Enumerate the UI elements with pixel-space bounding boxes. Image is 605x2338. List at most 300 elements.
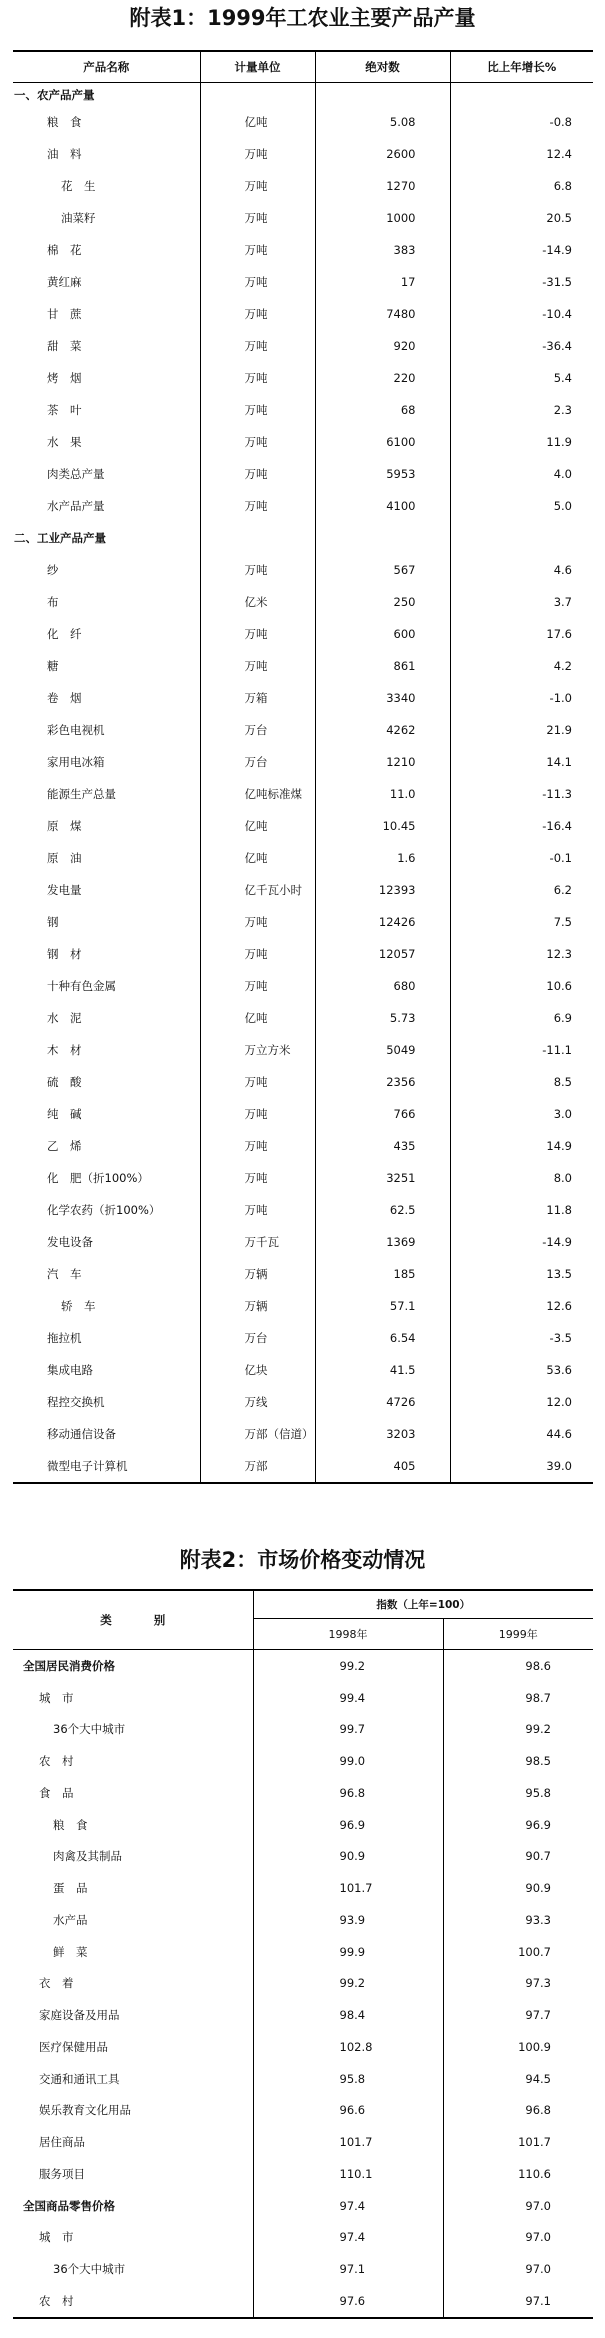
unit-cell: 万吨 [200, 458, 315, 490]
table-row [13, 2095, 593, 2127]
growth-cell: 44.6 [450, 1418, 593, 1450]
unit-cell: 万辆 [200, 1290, 315, 1322]
unit-cell: 万吨 [200, 906, 315, 938]
product-name-cell: 十种有色金属 [47, 979, 116, 993]
index-1999-cell: 93.3 [443, 1904, 593, 1936]
unit-cell: 亿吨 [200, 842, 315, 874]
column-header-category [13, 1590, 253, 1650]
index-1998-cell: 90.9 [253, 1841, 443, 1873]
table-row [13, 2158, 593, 2190]
table-row [13, 746, 593, 778]
table-row [13, 106, 593, 138]
category-cell: 36个大中城市 [53, 2262, 126, 2277]
table-row [13, 170, 593, 202]
unit-cell: 万台 [200, 1322, 315, 1354]
price-index-table [13, 1589, 593, 2319]
growth-cell: 12.4 [450, 138, 593, 170]
product-name-cell: 木 材 [47, 1043, 82, 1057]
product-name-cell: 粮 食 [47, 115, 82, 129]
category-cell: 水产品 [53, 1912, 88, 1927]
unit-cell: 万千瓦 [200, 1226, 315, 1258]
growth-cell: 13.5 [450, 1258, 593, 1290]
table-row [13, 234, 593, 266]
index-1998-cell: 97.6 [253, 2285, 443, 2318]
product-name-cell: 甜 菜 [47, 339, 82, 353]
growth-cell: 12.3 [450, 938, 593, 970]
product-name-cell: 布 [47, 595, 59, 609]
table-row [13, 714, 593, 746]
table-row [13, 970, 593, 1002]
growth-cell: 10.6 [450, 970, 593, 1002]
product-name-cell: 汽 车 [47, 1267, 82, 1281]
category-cell: 娱乐教育文化用品 [39, 2103, 131, 2118]
index-1999-cell: 97.7 [443, 1999, 593, 2031]
product-name-cell: 拖拉机 [47, 1331, 82, 1345]
category-header-char-1: 类 [100, 1613, 112, 1627]
growth-cell: -14.9 [450, 234, 593, 266]
value-cell: 57.1 [315, 1290, 450, 1322]
unit-cell: 万吨 [200, 138, 315, 170]
product-name-cell: 能源生产总量 [47, 787, 116, 801]
column-header-1998: 1998年 [253, 1619, 443, 1650]
value-cell: 68 [315, 394, 450, 426]
section-row [13, 83, 593, 107]
unit-cell: 万线 [200, 1386, 315, 1418]
growth-cell: 4.2 [450, 650, 593, 682]
category-cell: 农 村 [39, 1754, 74, 1769]
value-cell: 3251 [315, 1162, 450, 1194]
product-name-cell: 家用电冰箱 [47, 755, 105, 769]
unit-cell: 万吨 [200, 490, 315, 522]
product-name-cell: 二、工业产品产量 [14, 531, 106, 545]
product-name-cell: 移动通信设备 [47, 1427, 116, 1441]
index-1998-cell: 99.0 [253, 1745, 443, 1777]
product-name-cell: 糖 [47, 659, 59, 673]
table-row [13, 1872, 593, 1904]
table-row [13, 1841, 593, 1873]
table-row [13, 842, 593, 874]
product-name-cell: 甘 蔗 [47, 307, 82, 321]
product-name-cell: 集成电路 [47, 1363, 93, 1377]
table-row [13, 298, 593, 330]
product-name-cell: 硫 酸 [47, 1075, 82, 1089]
unit-cell: 万吨 [200, 170, 315, 202]
growth-cell: 4.0 [450, 458, 593, 490]
table-row [13, 1450, 593, 1483]
growth-cell: -36.4 [450, 330, 593, 362]
category-cell: 城 市 [39, 2230, 74, 2245]
column-header-1999: 1999年 [443, 1619, 593, 1650]
value-cell: 1210 [315, 746, 450, 778]
category-cell: 交通和通讯工具 [39, 2071, 120, 2086]
value-cell: 62.5 [315, 1194, 450, 1226]
value-cell: 4100 [315, 490, 450, 522]
unit-cell: 万吨 [200, 362, 315, 394]
value-cell: 250 [315, 586, 450, 618]
growth-cell: -1.0 [450, 682, 593, 714]
table-row [13, 1130, 593, 1162]
table-row [13, 906, 593, 938]
growth-cell: -0.1 [450, 842, 593, 874]
product-name-cell: 黄红麻 [47, 275, 82, 289]
unit-cell: 亿吨 [200, 810, 315, 842]
index-1999-cell: 98.7 [443, 1682, 593, 1714]
index-1999-cell: 96.9 [443, 1809, 593, 1841]
product-name-cell: 乙 烯 [47, 1139, 82, 1153]
table-row [13, 1936, 593, 1968]
value-cell: 4726 [315, 1386, 450, 1418]
value-cell: 185 [315, 1258, 450, 1290]
value-cell: 7480 [315, 298, 450, 330]
table-row [13, 202, 593, 234]
index-1998-cell: 99.4 [253, 1682, 443, 1714]
table-header-row [13, 51, 593, 83]
unit-cell: 万吨 [200, 394, 315, 426]
table-row [13, 394, 593, 426]
value-cell: 10.45 [315, 810, 450, 842]
value-cell: 861 [315, 650, 450, 682]
table-row [13, 586, 593, 618]
table-row [13, 2253, 593, 2285]
product-name-cell: 纱 [47, 563, 59, 577]
category-cell: 肉禽及其制品 [53, 1849, 122, 1864]
table-row [13, 1258, 593, 1290]
value-cell: 383 [315, 234, 450, 266]
unit-cell: 万部 [200, 1450, 315, 1483]
value-cell: 680 [315, 970, 450, 1002]
unit-cell: 万箱 [200, 682, 315, 714]
category-cell: 城 市 [39, 1690, 74, 1705]
product-name-cell: 棉 花 [47, 243, 82, 257]
table-row [13, 426, 593, 458]
table-row [13, 1034, 593, 1066]
value-cell: 1369 [315, 1226, 450, 1258]
index-1998-cell: 96.6 [253, 2095, 443, 2127]
index-1999-cell: 97.0 [443, 2190, 593, 2222]
growth-cell: 21.9 [450, 714, 593, 746]
index-1999-cell: 96.8 [443, 2095, 593, 2127]
table-row [13, 266, 593, 298]
table-row [13, 330, 593, 362]
growth-cell: 2.3 [450, 394, 593, 426]
unit-cell: 亿米 [200, 586, 315, 618]
growth-cell: 8.5 [450, 1066, 593, 1098]
table-row [13, 874, 593, 906]
product-name-cell: 卷 烟 [47, 691, 82, 705]
index-1998-cell: 96.8 [253, 1777, 443, 1809]
table-row [13, 618, 593, 650]
table-row [13, 1290, 593, 1322]
table-row [13, 2222, 593, 2254]
table-row [13, 682, 593, 714]
product-name-cell: 水 果 [47, 435, 82, 449]
growth-cell: 14.1 [450, 746, 593, 778]
unit-cell: 亿吨标准煤 [200, 778, 315, 810]
growth-cell [450, 522, 593, 554]
unit-cell: 亿吨 [200, 106, 315, 138]
table-row [13, 1354, 593, 1386]
index-1998-cell: 102.8 [253, 2031, 443, 2063]
table-row [13, 1809, 593, 1841]
product-name-cell: 油 料 [47, 147, 82, 161]
unit-cell [200, 83, 315, 107]
unit-cell: 万吨 [200, 298, 315, 330]
table-row [13, 1682, 593, 1714]
unit-cell: 万部（信道） [200, 1418, 315, 1450]
production-table [13, 50, 593, 1484]
index-1999-cell: 97.0 [443, 2222, 593, 2254]
index-1998-cell: 95.8 [253, 2063, 443, 2095]
growth-cell: 5.0 [450, 490, 593, 522]
unit-cell: 万吨 [200, 1130, 315, 1162]
table1-title: 附表1：1999年工农业主要产品产量 [129, 6, 476, 30]
index-1998-cell: 101.7 [253, 2126, 443, 2158]
value-cell: 600 [315, 618, 450, 650]
product-name-cell: 油菜籽 [61, 211, 96, 225]
value-cell: 12393 [315, 874, 450, 906]
growth-cell: 6.9 [450, 1002, 593, 1034]
product-name-cell: 化学农药（折100%） [47, 1203, 161, 1217]
category-cell: 鲜 菜 [53, 1944, 88, 1959]
product-name-cell: 肉类总产量 [47, 467, 105, 481]
table-row [13, 650, 593, 682]
unit-cell: 万吨 [200, 618, 315, 650]
unit-cell: 万台 [200, 746, 315, 778]
index-1998-cell: 99.2 [253, 1968, 443, 2000]
unit-cell: 万吨 [200, 1066, 315, 1098]
table-row [13, 490, 593, 522]
product-name-cell: 轿 车 [61, 1299, 96, 1313]
column-header-unit: 计量单位 [200, 51, 315, 83]
product-name-cell: 原 煤 [47, 819, 82, 833]
table-row [13, 2190, 593, 2222]
growth-cell: 14.9 [450, 1130, 593, 1162]
value-cell: 6.54 [315, 1322, 450, 1354]
index-1998-cell: 99.7 [253, 1714, 443, 1746]
unit-cell: 万吨 [200, 1194, 315, 1226]
category-cell: 服务项目 [39, 2166, 85, 2181]
category-header-char-2: 别 [153, 1613, 166, 1627]
table-row [13, 1745, 593, 1777]
index-1998-cell: 98.4 [253, 1999, 443, 2031]
growth-cell: -0.8 [450, 106, 593, 138]
table-row [13, 138, 593, 170]
growth-cell: 3.0 [450, 1098, 593, 1130]
unit-cell: 万辆 [200, 1258, 315, 1290]
category-cell: 农 村 [39, 2293, 74, 2308]
product-name-cell: 纯 碱 [47, 1107, 82, 1121]
value-cell: 5.08 [315, 106, 450, 138]
index-1998-cell: 97.4 [253, 2190, 443, 2222]
unit-cell: 万台 [200, 714, 315, 746]
value-cell: 1270 [315, 170, 450, 202]
category-cell: 衣 着 [39, 1976, 74, 1991]
index-1999-cell: 110.6 [443, 2158, 593, 2190]
value-cell: 5.73 [315, 1002, 450, 1034]
category-cell: 食 品 [39, 1785, 74, 1800]
table-row [13, 2063, 593, 2095]
unit-cell: 万吨 [200, 234, 315, 266]
table-row [13, 1904, 593, 1936]
value-cell: 2600 [315, 138, 450, 170]
index-1999-cell: 98.5 [443, 1745, 593, 1777]
growth-cell: 6.8 [450, 170, 593, 202]
table-row [13, 938, 593, 970]
value-cell: 567 [315, 554, 450, 586]
table-row [13, 1226, 593, 1258]
column-header-product: 产品名称 [13, 51, 200, 83]
table-row [13, 1386, 593, 1418]
table-row [13, 1322, 593, 1354]
growth-cell: 12.0 [450, 1386, 593, 1418]
category-cell: 36个大中城市 [53, 1722, 126, 1737]
table-row [13, 2285, 593, 2318]
index-1999-cell: 98.6 [443, 1650, 593, 1682]
table-row [13, 1002, 593, 1034]
unit-cell: 万吨 [200, 426, 315, 458]
product-name-cell: 花 生 [61, 179, 96, 193]
value-cell: 12057 [315, 938, 450, 970]
growth-cell: -11.3 [450, 778, 593, 810]
table-row [13, 1777, 593, 1809]
value-cell: 920 [315, 330, 450, 362]
value-cell [315, 83, 450, 107]
unit-cell: 万吨 [200, 970, 315, 1002]
category-cell: 全国居民消费价格 [23, 1658, 115, 1673]
production-table-body [13, 83, 593, 1484]
column-header-value: 绝对数 [315, 51, 450, 83]
product-name-cell: 微型电子计算机 [47, 1459, 128, 1473]
index-1999-cell: 97.3 [443, 1968, 593, 2000]
index-1999-cell: 97.1 [443, 2285, 593, 2318]
table-row [13, 2031, 593, 2063]
category-cell: 蛋 品 [53, 1881, 88, 1896]
growth-cell: 17.6 [450, 618, 593, 650]
value-cell: 3340 [315, 682, 450, 714]
index-1999-cell: 90.9 [443, 1872, 593, 1904]
table-row [13, 1968, 593, 2000]
growth-cell: -10.4 [450, 298, 593, 330]
category-cell: 全国商品零售价格 [23, 2198, 115, 2213]
growth-cell: 53.6 [450, 1354, 593, 1386]
unit-cell: 万吨 [200, 266, 315, 298]
unit-cell [200, 522, 315, 554]
category-cell: 医疗保健用品 [39, 2039, 108, 2054]
product-name-cell: 水产品产量 [47, 499, 105, 513]
index-1999-cell: 101.7 [443, 2126, 593, 2158]
index-1998-cell: 110.1 [253, 2158, 443, 2190]
growth-cell: 4.6 [450, 554, 593, 586]
value-cell: 1000 [315, 202, 450, 234]
table-row [13, 1066, 593, 1098]
growth-cell: 3.7 [450, 586, 593, 618]
unit-cell: 万吨 [200, 554, 315, 586]
unit-cell: 亿吨 [200, 1002, 315, 1034]
growth-cell: 5.4 [450, 362, 593, 394]
product-name-cell: 原 油 [47, 851, 82, 865]
growth-cell: 20.5 [450, 202, 593, 234]
value-cell: 5049 [315, 1034, 450, 1066]
index-1998-cell: 99.9 [253, 1936, 443, 1968]
unit-cell: 万吨 [200, 1098, 315, 1130]
index-1998-cell: 97.4 [253, 2222, 443, 2254]
product-name-cell: 钢 材 [47, 947, 82, 961]
unit-cell: 亿千瓦小时 [200, 874, 315, 906]
value-cell: 17 [315, 266, 450, 298]
product-name-cell: 发电设备 [47, 1235, 93, 1249]
unit-cell: 万吨 [200, 938, 315, 970]
product-name-cell: 彩色电视机 [47, 723, 105, 737]
category-cell: 居住商品 [39, 2135, 85, 2150]
table-row [13, 2126, 593, 2158]
value-cell [315, 522, 450, 554]
growth-cell: -31.5 [450, 266, 593, 298]
value-cell: 12426 [315, 906, 450, 938]
value-cell: 6100 [315, 426, 450, 458]
product-name-cell: 水 泥 [47, 1011, 82, 1025]
product-name-cell: 发电量 [47, 883, 82, 897]
growth-cell: -16.4 [450, 810, 593, 842]
unit-cell: 万吨 [200, 202, 315, 234]
index-1998-cell: 96.9 [253, 1809, 443, 1841]
unit-cell: 万吨 [200, 1162, 315, 1194]
table-row [13, 1162, 593, 1194]
table-row [13, 1999, 593, 2031]
table-row [13, 554, 593, 586]
product-name-cell: 钢 [47, 915, 59, 929]
value-cell: 1.6 [315, 842, 450, 874]
growth-cell: 7.5 [450, 906, 593, 938]
growth-cell [450, 83, 593, 107]
product-name-cell: 程控交换机 [47, 1395, 105, 1409]
product-name-cell: 化 肥（折100%） [47, 1171, 149, 1185]
table-row [13, 362, 593, 394]
growth-cell: -11.1 [450, 1034, 593, 1066]
product-name-cell: 一、农产品产量 [14, 87, 95, 102]
growth-cell: -14.9 [450, 1226, 593, 1258]
unit-cell: 万吨 [200, 330, 315, 362]
column-header-growth: 比上年增长% [450, 51, 593, 83]
index-1998-cell: 97.1 [253, 2253, 443, 2285]
growth-cell: -3.5 [450, 1322, 593, 1354]
unit-cell: 万立方米 [200, 1034, 315, 1066]
index-1998-cell: 101.7 [253, 1872, 443, 1904]
index-1999-cell: 99.2 [443, 1714, 593, 1746]
index-1999-cell: 94.5 [443, 2063, 593, 2095]
index-1999-cell: 97.0 [443, 2253, 593, 2285]
index-1999-cell: 100.9 [443, 2031, 593, 2063]
category-cell: 家庭设备及用品 [39, 2008, 120, 2023]
product-name-cell: 化 纤 [47, 627, 82, 641]
table-row [13, 1714, 593, 1746]
value-cell: 220 [315, 362, 450, 394]
growth-cell: 8.0 [450, 1162, 593, 1194]
unit-cell: 亿块 [200, 1354, 315, 1386]
product-name-cell: 茶 叶 [47, 403, 82, 417]
section-row [13, 522, 593, 554]
category-cell: 粮 食 [53, 1817, 88, 1832]
table-row [13, 1194, 593, 1226]
index-1999-cell: 95.8 [443, 1777, 593, 1809]
value-cell: 435 [315, 1130, 450, 1162]
table-row [13, 1650, 593, 1682]
product-name-cell: 烤 烟 [47, 371, 82, 385]
value-cell: 2356 [315, 1066, 450, 1098]
table-row [13, 810, 593, 842]
index-1998-cell: 99.2 [253, 1650, 443, 1682]
value-cell: 3203 [315, 1418, 450, 1450]
growth-cell: 11.8 [450, 1194, 593, 1226]
